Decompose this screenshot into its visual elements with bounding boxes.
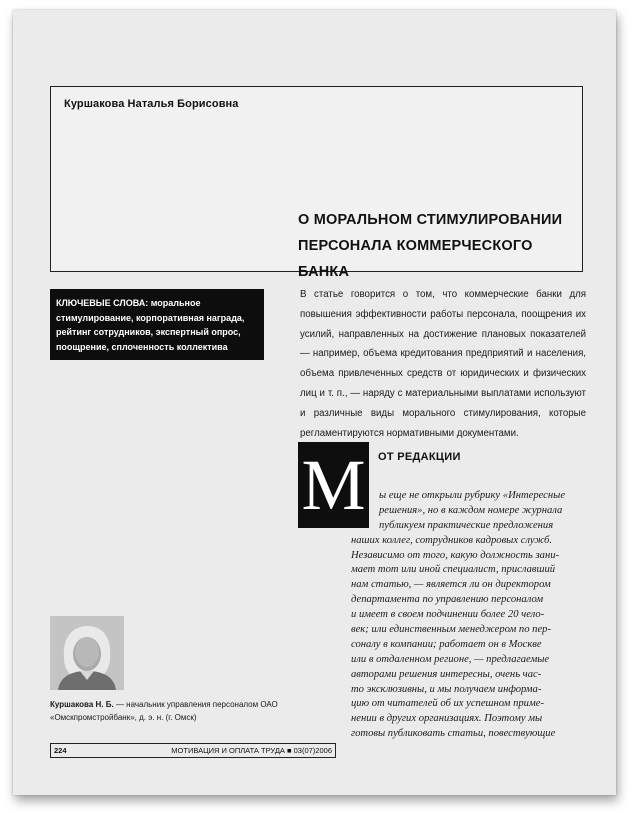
drop-cap: М [298,442,369,528]
editorial-line: или в отдаленном регионе, — предлагаемые [351,653,550,665]
article-title [298,207,578,285]
editorial-line: цию от читателей об их успешном приме- [351,698,544,710]
editorial-heading: ОТ РЕДАКЦИИ [378,451,461,463]
author-photo [50,616,124,690]
editorial-line: нам статью, — является ли он директором [351,579,551,591]
author-portrait-image [50,616,124,690]
keywords-label: КЛЮЧЕВЫЕ СЛОВА: [56,298,149,308]
keywords-text: моральное стимулирование, корпоративная награда, рейтинг сотрудников, экспертный опрос, поощрение, сплоченность коллектива [56,298,245,352]
keywords-box [50,289,264,360]
bio-text: — начальник управления персоналом ОАО «Омскпромстройбанк», д. э. н. (г. Омск) [50,700,278,722]
editorial-line: авторами решения интересны, очень час- [351,668,542,680]
editorial-line: готовы публиковать статьи, повествующие [351,728,556,740]
editorial-line: наших коллег, сотрудников кадровых служб. [351,534,553,546]
editorial-line: и имеет в своем подчинении более 20 чело- [351,609,545,621]
editorial-line: мает тот или иной специалист, приславший [351,564,556,576]
page-footer [50,743,336,758]
editorial-line: век; или единственным менеджером по пер- [351,624,551,636]
bio-name: Куршакова Н. Б. [50,700,114,709]
article-header [50,86,583,280]
magazine-page [13,10,616,795]
editorial-text [351,489,588,742]
magazine-issue: МОТИВАЦИЯ И ОПЛАТА ТРУДА ■ 03(07)2006 [171,746,332,755]
article-title-line-2: ПЕРСОНАЛА КОММЕРЧЕСКОГО БАНКА [298,238,533,280]
editorial-line: Независимо от того, какую должность зани- [351,549,560,561]
editorial-line: ы еще не открыли рубрику «Интересные [379,490,566,501]
article-title-line-1: О МОРАЛЬНОМ СТИМУЛИРОВАНИИ [298,212,563,228]
author-bio [50,698,350,724]
editorial-line: то эксклюзивны, и мы получаем информа- [351,683,542,695]
editorial-line: департамента по управлению персоналом [351,594,544,606]
editorial-line: публикуем практические предложения [379,519,554,531]
article-abstract: В статье говорится о том, что коммерческие банки для повышения эффективности работы персонала, поощрения их усилий, направленных на достижение плановых показателей — например, объема кредитования предприятий и населения, объема привлеченных средств от юридических и физических лиц и т. п., — наряду с материальными выплатами используют и различные виды морального стимулирования, которые регламентируются нормативными документами. [300,289,586,439]
page-number: 224 [54,746,67,755]
editorial-line: соналу в компании; работает он в Москве [351,638,542,650]
editorial-line: решения», но в каждом номере журнала [379,504,563,516]
author-name: Куршакова Наталья Борисовна [64,98,239,110]
editorial-line: нении в других организациях. Поэтому мы [351,713,543,725]
